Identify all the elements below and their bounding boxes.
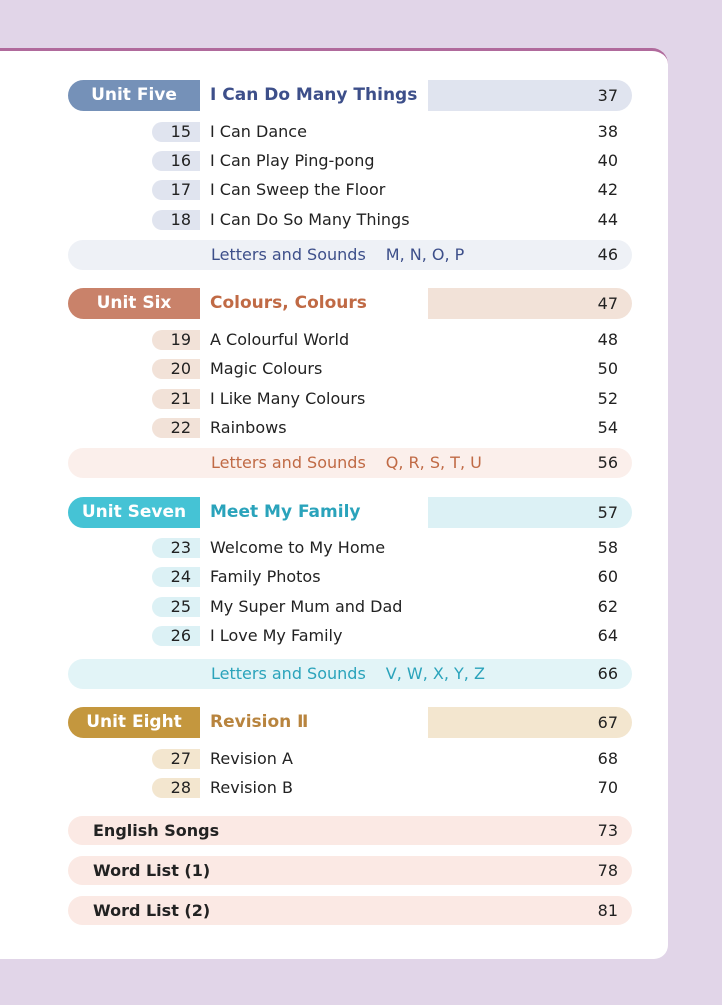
letters-title (211, 659, 485, 689)
contents-page (0, 48, 668, 959)
lesson-item[interactable] (68, 359, 632, 379)
lesson-number: 16 (152, 151, 200, 171)
unit-header[interactable] (68, 288, 632, 319)
lesson-number: 28 (152, 778, 200, 798)
lesson-title: I Can Sweep the Floor (210, 180, 386, 199)
page-number: 58 (597, 538, 618, 557)
lesson-title: My Super Mum and Dad (210, 597, 403, 616)
lesson-title: I Can Do So Many Things (210, 210, 410, 229)
appendix-title: Word List (1) (93, 861, 211, 880)
unit-title: Meet My Family (210, 502, 361, 522)
page-number: 78 (597, 861, 618, 880)
page-number: 48 (597, 330, 618, 349)
lesson-title: I Can Dance (210, 122, 307, 141)
lesson-title: I Like Many Colours (210, 389, 366, 408)
page-number: 54 (597, 418, 618, 437)
unit-header[interactable] (68, 707, 632, 738)
lesson-item[interactable] (68, 778, 632, 798)
lesson-item[interactable] (68, 210, 632, 230)
page-number: 37 (597, 86, 618, 105)
lesson-number: 21 (152, 389, 200, 409)
lesson-item[interactable] (68, 749, 632, 769)
lesson-number: 25 (152, 597, 200, 617)
letters-title (211, 240, 464, 270)
page-number: 62 (597, 597, 618, 616)
lesson-number: 22 (152, 418, 200, 438)
letters-and-sounds[interactable] (68, 659, 632, 689)
page-number: 52 (597, 389, 618, 408)
page-number: 67 (597, 713, 618, 732)
lesson-number: 17 (152, 180, 200, 200)
letters-list: M, N, O, P (385, 245, 465, 264)
page-number: 81 (597, 901, 618, 920)
lesson-number: 15 (152, 122, 200, 142)
letters-list: Q, R, S, T, U (385, 453, 482, 472)
lesson-number: 24 (152, 567, 200, 587)
letters-list: V, W, X, Y, Z (385, 664, 485, 683)
lesson-title: Revision B (210, 778, 293, 797)
lesson-number: 19 (152, 330, 200, 350)
letters-and-sounds[interactable] (68, 448, 632, 478)
unit-header[interactable] (68, 80, 632, 111)
letters-label: Letters and Sounds (211, 664, 366, 683)
lesson-item[interactable] (68, 626, 632, 646)
page-number: 57 (597, 503, 618, 522)
page-number: 60 (597, 567, 618, 586)
unit-title: Colours, Colours (210, 293, 367, 313)
lesson-title: Revision A (210, 749, 293, 768)
lesson-number: 18 (152, 210, 200, 230)
page-number: 50 (597, 359, 618, 378)
lesson-title: I Can Play Ping-pong (210, 151, 375, 170)
page-number: 42 (597, 180, 618, 199)
lesson-title: A Colourful World (210, 330, 350, 349)
page-number: 56 (597, 453, 618, 472)
page-number: 40 (597, 151, 618, 170)
unit-label: Unit Seven (68, 497, 200, 528)
letters-label: Letters and Sounds (211, 453, 366, 472)
lesson-item[interactable] (68, 597, 632, 617)
lesson-item[interactable] (68, 122, 632, 142)
unit-title: Revision Ⅱ (210, 712, 309, 732)
page-number: 68 (597, 749, 618, 768)
lesson-title: I Love My Family (210, 626, 343, 645)
page-number: 38 (597, 122, 618, 141)
unit-header[interactable] (68, 497, 632, 528)
page-number: 46 (597, 245, 618, 264)
lesson-title: Family Photos (210, 567, 321, 586)
page-number: 70 (597, 778, 618, 797)
letters-title (211, 448, 482, 478)
unit-title: I Can Do Many Things (210, 85, 418, 105)
lesson-item[interactable] (68, 567, 632, 587)
appendix-item[interactable] (68, 816, 632, 845)
letters-label: Letters and Sounds (211, 245, 366, 264)
appendix-item[interactable] (68, 856, 632, 885)
unit-label: Unit Five (68, 80, 200, 111)
unit-label: Unit Eight (68, 707, 200, 738)
letters-and-sounds[interactable] (68, 240, 632, 270)
appendix-title: Word List (2) (93, 901, 211, 920)
lesson-item[interactable] (68, 418, 632, 438)
appendix-title: English Songs (93, 821, 220, 840)
lesson-item[interactable] (68, 538, 632, 558)
lesson-title: Rainbows (210, 418, 287, 437)
lesson-title: Welcome to My Home (210, 538, 386, 557)
lesson-item[interactable] (68, 151, 632, 171)
lesson-item[interactable] (68, 330, 632, 350)
lesson-number: 27 (152, 749, 200, 769)
lesson-title: Magic Colours (210, 359, 323, 378)
page-number: 66 (597, 664, 618, 683)
lesson-number: 26 (152, 626, 200, 646)
lesson-number: 23 (152, 538, 200, 558)
lesson-number: 20 (152, 359, 200, 379)
page-number: 44 (597, 210, 618, 229)
lesson-item[interactable] (68, 389, 632, 409)
page-number: 47 (597, 294, 618, 313)
appendix-item[interactable] (68, 896, 632, 925)
page-number: 73 (597, 821, 618, 840)
unit-label: Unit Six (68, 288, 200, 319)
page-number: 64 (597, 626, 618, 645)
lesson-item[interactable] (68, 180, 632, 200)
